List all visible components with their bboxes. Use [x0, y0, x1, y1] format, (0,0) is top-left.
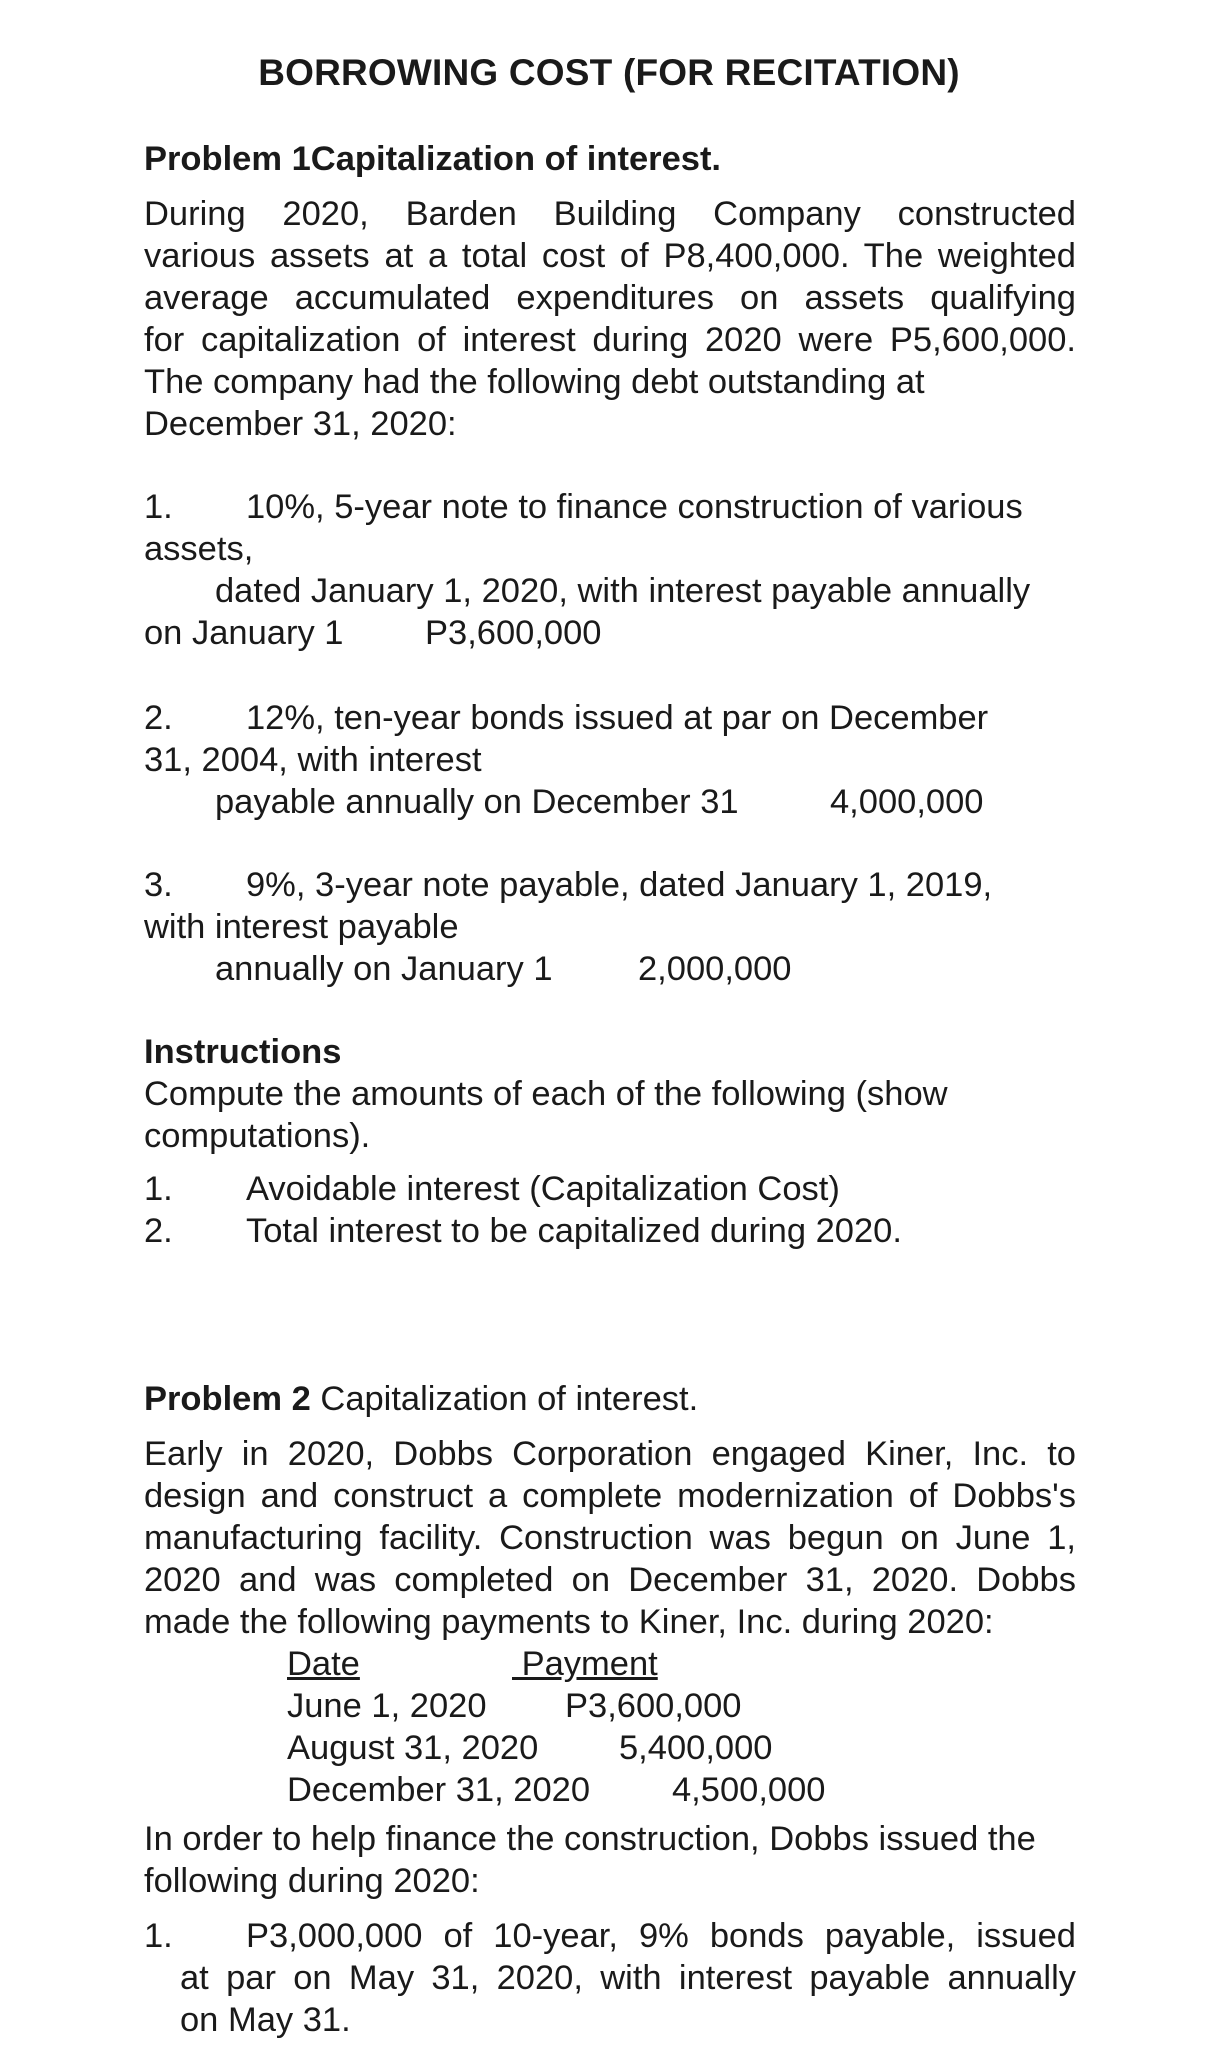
document-title: BORROWING COST (FOR RECITATION): [258, 52, 960, 93]
task-2-text: Total interest to be capitalized during 2020.: [246, 1212, 902, 1250]
problem2-para-line: 2020 and was completed on December 31, 2020. Dobbs: [144, 1561, 1076, 1599]
problem2-heading-label: Problem 2: [144, 1380, 311, 1418]
problem2-heading: [144, 1378, 1076, 1420]
financing-item-line: at par on May 31, 2020, with interest payable annually: [180, 1959, 1076, 1997]
payment-row-date: December 31, 2020: [287, 1771, 591, 1809]
debt-1-line2: assets,: [144, 530, 254, 568]
payment-row-amount: P3,600,000: [565, 1687, 742, 1725]
debt-2-line2: 31, 2004, with interest: [144, 741, 482, 779]
debt-3-amount: 2,000,000: [638, 950, 792, 988]
debt-3-line3: annually on January 1: [215, 950, 553, 988]
problem2-para2-line: following during 2020:: [144, 1862, 480, 1900]
problem1-para-line: The company had the following debt outstanding at: [144, 363, 925, 401]
debt-3-line2: with interest payable: [144, 908, 459, 946]
payment-row-date: August 31, 2020: [287, 1729, 539, 1767]
instructions-heading: Instructions: [144, 1033, 342, 1071]
debt-2-line3: payable annually on December 31: [215, 783, 739, 821]
instructions-text-line: Compute the amounts of each of the following (show: [144, 1075, 948, 1113]
debt-1-amount: P3,600,000: [425, 614, 602, 652]
problem1-para-line: December 31, 2020:: [144, 405, 457, 443]
problem2-para2-line: In order to help finance the construction, Dobbs issued the: [144, 1820, 1036, 1858]
problem1-para-line: average accumulated expenditures on assets qualifying: [144, 279, 1076, 317]
debt-3-number: 3.: [144, 866, 173, 904]
problem1-para-line: During 2020, Barden Building Company constructed: [144, 195, 1076, 233]
task-1-text: Avoidable interest (Capitalization Cost): [246, 1170, 840, 1208]
problem1-para-line: various assets at a total cost of P8,400,000. The weighted: [144, 237, 1076, 275]
debt-3-line1: 9%, 3-year note payable, dated January 1, 2019,: [246, 866, 993, 904]
task-1-number: 1.: [144, 1170, 173, 1208]
problem2-para-line: manufacturing facility. Construction was begun on June 1,: [144, 1519, 1076, 1557]
financing-item-line: P3,000,000 of 10-year, 9% bonds payable, issued: [246, 1917, 1076, 1955]
task-2-number: 2.: [144, 1212, 173, 1250]
payments-header-payment: Payment: [512, 1645, 658, 1683]
instructions-text-line: computations).: [144, 1117, 371, 1155]
financing-item-line: on May 31.: [180, 2001, 351, 2039]
financing-item-number: 1.: [144, 1917, 173, 1955]
payment-row-amount: 4,500,000: [672, 1771, 826, 1809]
debt-1-line1: 10%, 5-year note to finance construction of various: [246, 488, 1023, 526]
debt-1-line3: dated January 1, 2020, with interest payable annually: [215, 572, 1031, 610]
problem2-para-line: Early in 2020, Dobbs Corporation engaged Kiner, Inc. to: [144, 1435, 1076, 1473]
payments-header-date: Date: [287, 1645, 360, 1683]
debt-1-line4: on January 1: [144, 614, 344, 652]
debt-2-number: 2.: [144, 699, 173, 737]
problem2-para-line: made the following payments to Kiner, Inc. during 2020:: [144, 1603, 994, 1641]
problem2-para-line: design and construct a complete modernization of Dobbs's: [144, 1477, 1076, 1515]
payment-row-date: June 1, 2020: [287, 1687, 487, 1725]
problem1-heading: Problem 1Capitalization of interest.: [144, 140, 722, 178]
problem1-para-line: for capitalization of interest during 2020 were P5,600,000.: [144, 321, 1076, 359]
debt-2-line1: 12%, ten-year bonds issued at par on December: [246, 699, 989, 737]
debt-1-number: 1.: [144, 488, 173, 526]
debt-2-amount: 4,000,000: [830, 783, 984, 821]
problem2-heading-topic: Capitalization of interest.: [310, 1380, 699, 1418]
payment-row-amount: 5,400,000: [619, 1729, 773, 1767]
